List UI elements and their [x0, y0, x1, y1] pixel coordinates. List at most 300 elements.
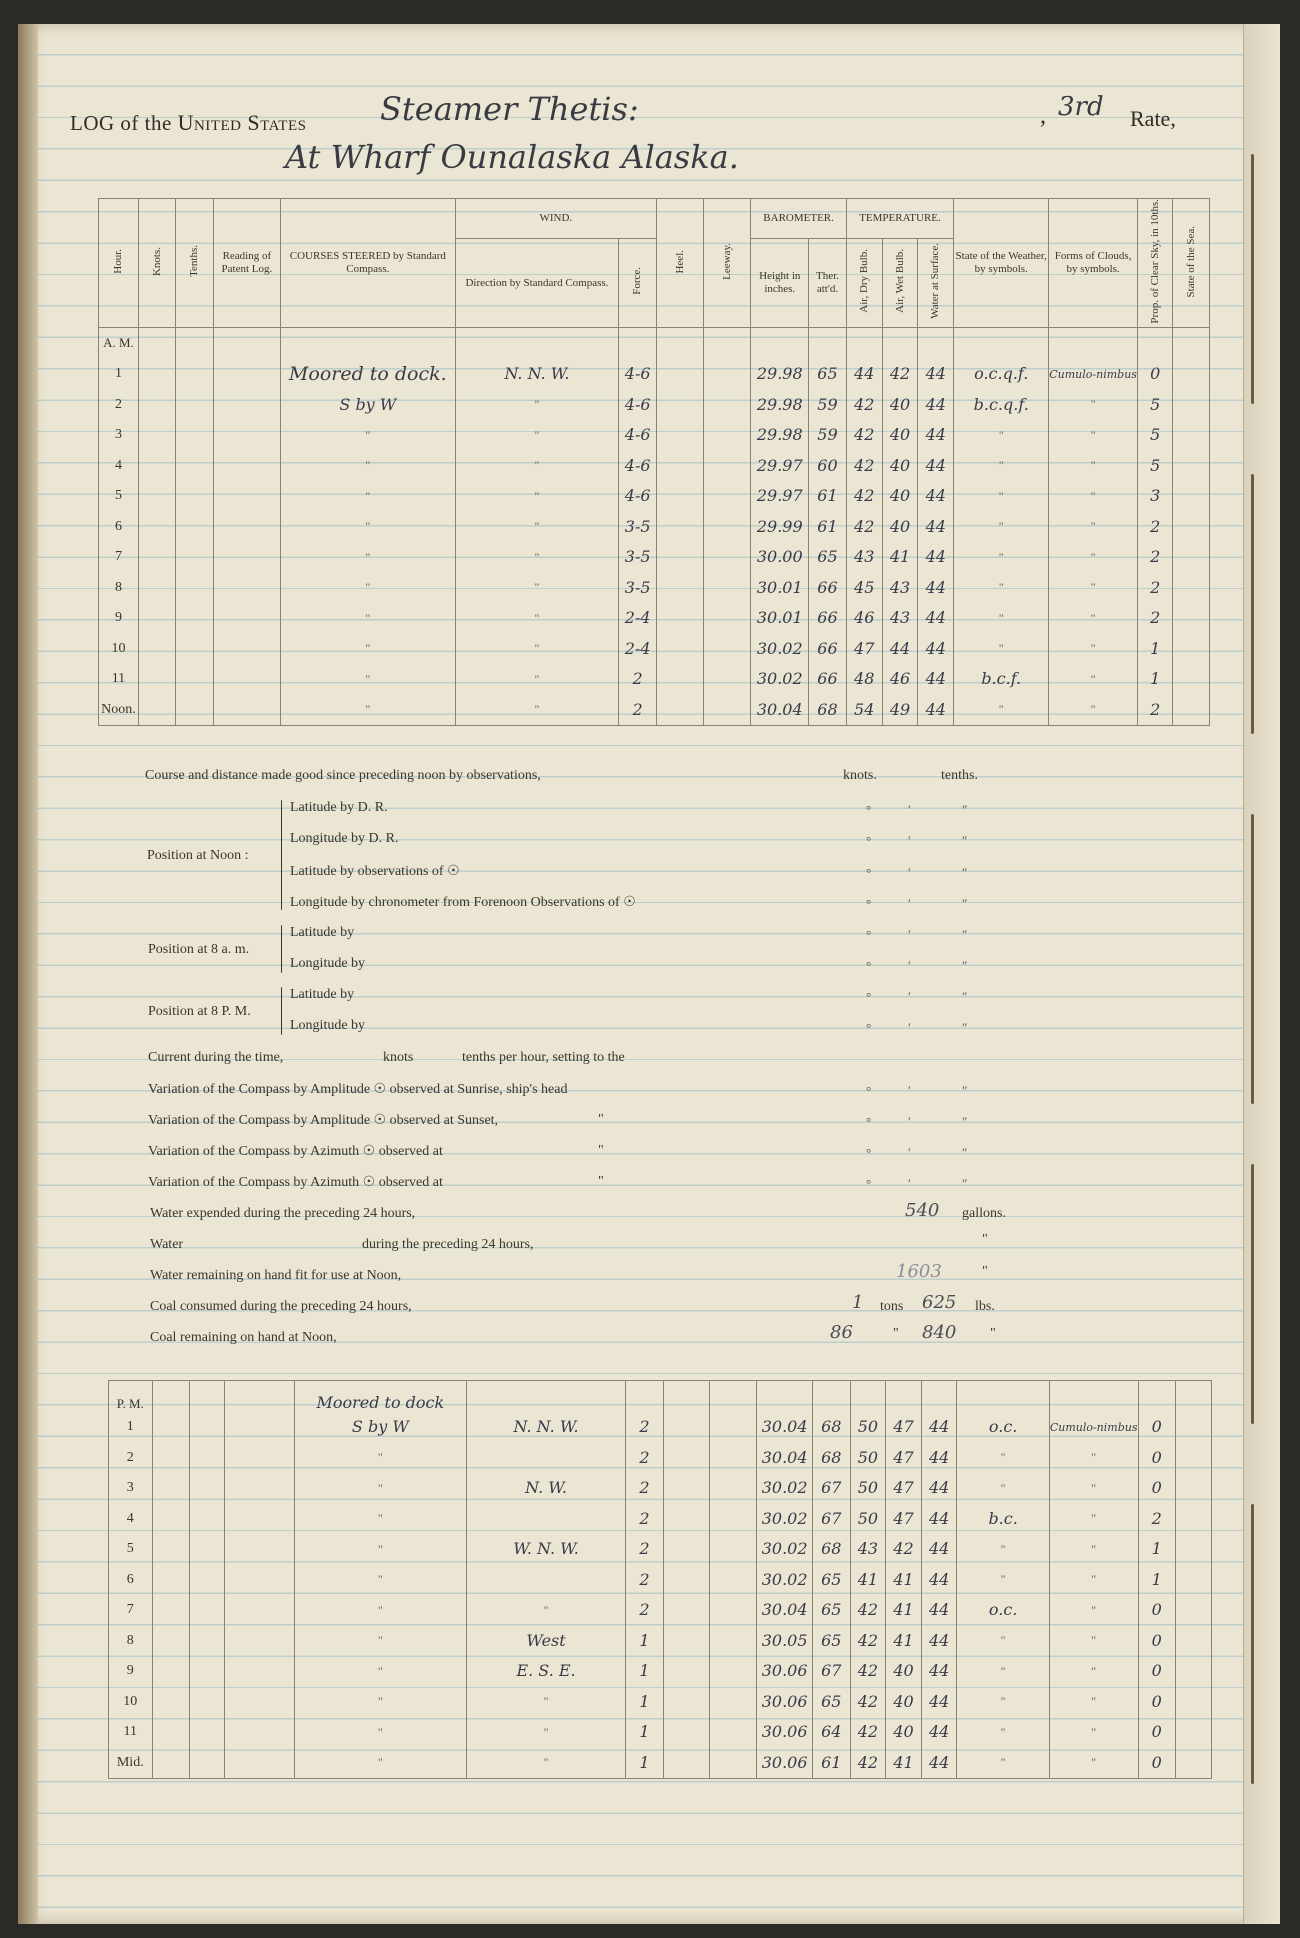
vessel-name: Steamer Thetis:: [380, 90, 639, 128]
am-wet-value: 40: [889, 486, 911, 506]
lon-8am-label: Longitude by: [290, 956, 366, 971]
var-azimuth-1-label: Variation of the Compass by Azimuth ☉ observed at: [148, 1144, 443, 1159]
am-row: [99, 511, 1210, 542]
col-courses: COURSES STEERED by Standard Compass.: [281, 199, 456, 328]
am-air-wet-cell: [882, 511, 918, 542]
water-blank-label-2: during the preceding 24 hours,: [362, 1237, 534, 1252]
am-weather-value: ": [998, 580, 1004, 595]
coal-consumed-tons: 1: [852, 1292, 864, 1313]
pm-clear-value: 1: [1151, 1569, 1162, 1589]
rate-number: 3rd: [1058, 92, 1104, 122]
pm-hour-cell: [109, 1595, 153, 1626]
position-min-mark: ′: [908, 927, 911, 942]
pm-row: [109, 1686, 1212, 1717]
am-clear-sky-cell: [1137, 359, 1172, 390]
pm-air-dry-cell: [850, 1686, 886, 1717]
pm-hour-value: 5: [126, 1541, 134, 1557]
position-sec-mark: ″: [962, 927, 968, 942]
am-ther-value: 66: [817, 638, 838, 658]
pm-tenths-cell: [189, 1442, 224, 1473]
am-sea-cell: [1173, 420, 1210, 451]
am-air-wet-cell: [882, 359, 918, 390]
am-wet-value: 44: [889, 638, 911, 658]
pm-ther-value: 65: [821, 1691, 842, 1711]
am-air-wet-cell: [882, 389, 918, 420]
pm-row: [109, 1503, 1212, 1534]
pm-baro-ther-cell: [813, 1747, 851, 1778]
am-wind_dir-value: ": [534, 549, 540, 564]
pm-wet-value: 41: [893, 1630, 914, 1650]
am-log-table: [98, 198, 1210, 726]
pm-baro-value: 30.02: [761, 1569, 808, 1589]
pm-clouds-value: ": [1091, 1511, 1097, 1526]
pm-leeway-cell: [710, 1412, 757, 1443]
am-wind_dir-value: ": [534, 702, 540, 717]
pm-hour-cell: [109, 1564, 153, 1595]
am-patent-log-cell: [213, 572, 280, 603]
am-baro-value: 29.99: [756, 516, 803, 536]
am-course-cell: [281, 359, 456, 390]
am-row: [99, 603, 1210, 634]
am-hour-value: 5: [114, 488, 122, 504]
am-hour-value: 11: [111, 671, 126, 687]
am-clear-sky-cell: [1137, 511, 1172, 542]
pm-water-surface-cell: [921, 1534, 957, 1565]
pm-patent-log-cell: [224, 1534, 294, 1565]
col-baro-height: Height in inches.: [751, 238, 809, 327]
pm-row: [109, 1534, 1212, 1565]
am-leeway-cell: [704, 694, 751, 725]
pm-ther-value: 68: [821, 1447, 842, 1467]
pm-heel-cell: [663, 1534, 710, 1565]
am-course-cell: [281, 420, 456, 451]
pm-knots-cell: [152, 1503, 189, 1534]
am-baro-value: 29.98: [756, 364, 803, 384]
am-heel-cell: [657, 542, 704, 573]
am-dry-value: 42: [854, 486, 875, 506]
pm-ther-value: 65: [821, 1630, 842, 1650]
am-dry-value: 54: [854, 699, 875, 719]
pm-water-value: 44: [928, 1722, 950, 1742]
pm-leeway-cell: [710, 1686, 757, 1717]
am-water-value: 44: [925, 364, 946, 384]
pm-leeway-cell: [710, 1503, 757, 1534]
col-wind-force: Force.: [619, 238, 657, 327]
am-ther-value: 68: [817, 699, 838, 719]
position-deg-mark: °: [866, 1083, 872, 1098]
am-tenths-cell: [176, 664, 213, 695]
pm-dry-value: 41: [857, 1569, 879, 1589]
am-heel-cell: [657, 664, 704, 695]
pm-wind-direction-cell: [466, 1534, 626, 1565]
am-patent-log-cell: [213, 694, 280, 725]
am-row: [99, 664, 1210, 695]
am-dry-value: 45: [854, 577, 875, 597]
am-water-value: 44: [925, 486, 946, 506]
am-patent-log-cell: [213, 633, 280, 664]
pm-wind-direction-cell: [466, 1564, 626, 1595]
pm-wet-value: 47: [893, 1478, 914, 1498]
pm-tenths-cell: [189, 1717, 224, 1748]
am-course-value: ": [365, 458, 371, 473]
am-weather-cell: [954, 633, 1049, 664]
position-deg-mark: °: [866, 896, 872, 911]
am-hour-value: Noon.: [101, 701, 136, 717]
pm-clouds-cell: [1049, 1473, 1138, 1504]
pm-wind-force-cell: [626, 1412, 663, 1443]
am-wind-direction-cell: [455, 572, 619, 603]
am-baro-height-cell: [751, 542, 809, 573]
am-sea-cell: [1173, 664, 1210, 695]
am-water-surface-cell: [918, 389, 954, 420]
am-clear-sky-cell: [1137, 664, 1172, 695]
am-force-value: 4-6: [624, 486, 651, 506]
pm-knots-cell: [152, 1747, 189, 1778]
am-course-value: ": [365, 427, 371, 442]
binding-stitch: [1251, 1504, 1254, 1784]
am-hour-value: 9: [114, 610, 122, 626]
am-wet-value: 40: [889, 455, 911, 475]
am-clear-value: 2: [1150, 699, 1161, 719]
pm-baro-ther-cell: [813, 1595, 851, 1626]
pm-course-cell: [294, 1656, 466, 1687]
am-course-cell: [281, 664, 456, 695]
pm-label: P. M.: [109, 1381, 153, 1412]
am-baro-ther-cell: [809, 481, 847, 512]
pm-heel-cell: [663, 1747, 710, 1778]
pm-baro-value: 30.06: [761, 1661, 808, 1681]
pm-force-value: 1: [639, 1661, 650, 1681]
am-dry-value: 42: [854, 455, 875, 475]
am-clear-value: 3: [1150, 486, 1161, 506]
pm-baro-height-cell: [757, 1534, 813, 1565]
am-ther-value: 61: [817, 486, 838, 506]
pm-tenths-cell: [189, 1564, 224, 1595]
pm-clear-sky-cell: [1138, 1534, 1175, 1565]
pm-baro-ther-cell: [813, 1503, 851, 1534]
pm-course-value: S by W: [351, 1417, 409, 1437]
position-deg-mark: °: [866, 1020, 872, 1035]
pm-clear-value: 0: [1151, 1478, 1162, 1498]
pm-air-dry-cell: [850, 1473, 886, 1504]
am-wind_dir-value: ": [534, 671, 540, 686]
am-patent-log-cell: [213, 450, 280, 481]
pm-course-cell: [294, 1442, 466, 1473]
pm-wind-direction-cell: [466, 1747, 626, 1778]
am-knots-cell: [138, 633, 175, 664]
am-label-row: [99, 328, 1210, 359]
am-tenths-cell: [176, 511, 213, 542]
pm-weather-value: ": [1000, 1663, 1006, 1678]
am-wind-force-cell: [619, 694, 657, 725]
pm-wind-force-cell: [626, 1442, 663, 1473]
pm-patent-log-cell: [224, 1473, 294, 1504]
am-wet-value: 42: [889, 364, 911, 384]
pm-hour-value: 7: [126, 1602, 134, 1618]
pm-ther-value: 64: [821, 1722, 842, 1742]
pm-knots-cell: [152, 1595, 189, 1626]
pm-row: [109, 1564, 1212, 1595]
am-clear-value: 2: [1150, 516, 1161, 536]
position-sec-mark: ″: [962, 958, 968, 973]
am-force-value: 2: [632, 699, 643, 719]
var-azimuth-1-ditto: ": [598, 1143, 604, 1158]
am-weather-cell: [954, 542, 1049, 573]
am-air-dry-cell: [846, 450, 882, 481]
pm-wind-force-cell: [626, 1747, 663, 1778]
pm-hour-cell: [109, 1503, 153, 1534]
tons-label: tons: [880, 1299, 904, 1314]
am-sea-cell: [1173, 389, 1210, 420]
am-wind_dir-value: ": [534, 427, 540, 442]
am-weather-value: o.c.q.f.: [974, 364, 1029, 384]
am-water-surface-cell: [918, 420, 954, 451]
pm-force-value: 2: [639, 1508, 650, 1528]
am-air-dry-cell: [846, 572, 882, 603]
facing-page-edge: [1243, 24, 1280, 1924]
position-8am-brace: [281, 925, 282, 973]
pm-tenths-cell: [189, 1473, 224, 1504]
binding-stitch: [1251, 1164, 1254, 1424]
am-air-dry-cell: [846, 389, 882, 420]
location: At Wharf Ounalaska Alaska.: [285, 138, 739, 176]
position-noon-brace: [281, 800, 282, 910]
binding-stitch: [1251, 154, 1254, 404]
pm-wind-direction-cell: [466, 1595, 626, 1626]
pm-weather-cell: [957, 1747, 1049, 1778]
am-course-value: S by W: [339, 394, 397, 414]
pm-course-cell: [294, 1595, 466, 1626]
am-hour-value: 6: [114, 518, 122, 534]
am-wet-value: 40: [889, 516, 911, 536]
pm-wind-force-cell: [626, 1534, 663, 1565]
am-wind_dir-value: ": [534, 397, 540, 412]
pm-weather-cell: [957, 1534, 1049, 1565]
pm-air-dry-cell: [850, 1503, 886, 1534]
am-wet-value: 43: [889, 608, 911, 628]
am-clear-sky-cell: [1137, 389, 1172, 420]
pm-water-surface-cell: [921, 1717, 957, 1748]
pm-clouds-cell: [1049, 1534, 1138, 1565]
am-clouds-value: ": [1090, 580, 1096, 595]
am-clouds-value: ": [1090, 397, 1096, 412]
pm-row: [109, 1747, 1212, 1778]
am-sea-cell: [1173, 603, 1210, 634]
am-water-value: 44: [925, 547, 946, 567]
am-knots-cell: [138, 481, 175, 512]
pm-leeway-cell: [710, 1717, 757, 1748]
pm-water-surface-cell: [921, 1412, 957, 1443]
am-wind-force-cell: [619, 542, 657, 573]
water-expended-label: Water expended during the preceding 24 hours,: [150, 1206, 416, 1221]
am-clear-value: 5: [1150, 455, 1161, 475]
am-baro-ther-cell: [809, 542, 847, 573]
am-knots-cell: [138, 450, 175, 481]
pm-water-value: 44: [928, 1569, 950, 1589]
pm-leeway-cell: [710, 1747, 757, 1778]
pm-tenths-cell: [189, 1534, 224, 1565]
pm-weather-cell: [957, 1595, 1049, 1626]
am-baro-value: 30.04: [756, 699, 803, 719]
am-row: [99, 542, 1210, 573]
pm-water-value: 44: [928, 1600, 950, 1620]
pm-clear-value: 0: [1151, 1447, 1162, 1467]
am-hour-value: 1: [114, 366, 122, 382]
am-ther-value: 59: [817, 394, 838, 414]
am-patent-log-cell: [213, 481, 280, 512]
am-tenths-cell: [176, 633, 213, 664]
water-remaining-label: Water remaining on hand fit for use at Noon,: [150, 1268, 402, 1283]
pm-wind-direction-cell: [466, 1473, 626, 1504]
pm-course-value: ": [377, 1724, 383, 1739]
position-min-mark: ′: [908, 1020, 911, 1035]
pm-clear-value: 1: [1151, 1539, 1162, 1559]
pm-air-wet-cell: [886, 1564, 922, 1595]
am-clouds-value: ": [1090, 427, 1096, 442]
am-hour-cell: [99, 542, 139, 573]
am-knots-cell: [138, 359, 175, 390]
log-title: LOG of the United States: [70, 110, 307, 135]
am-wind-direction-cell: [455, 664, 619, 695]
pm-air-wet-cell: [886, 1473, 922, 1504]
am-weather-value: ": [998, 488, 1004, 503]
pm-heel-cell: [663, 1625, 710, 1656]
position-min-mark: ′: [908, 1114, 911, 1129]
pm-course-header: Moored to dock: [316, 1392, 445, 1412]
pm-force-value: 2: [639, 1569, 650, 1589]
water-blank-label: Water: [150, 1237, 184, 1252]
am-ther-value: 60: [817, 455, 838, 475]
position-min-mark: ′: [908, 802, 911, 817]
pm-weather-value: ": [1000, 1633, 1006, 1648]
position-sec-mark: ″: [962, 1083, 968, 1098]
am-baro-value: 30.01: [756, 608, 803, 628]
pm-water-value: 44: [928, 1752, 950, 1772]
pm-patent-log-cell: [224, 1625, 294, 1656]
am-row: [99, 359, 1210, 390]
pm-dry-value: 42: [857, 1600, 879, 1620]
pm-patent-log-cell: [224, 1503, 294, 1534]
pm-hour-value: 3: [126, 1480, 134, 1496]
pm-baro-height-cell: [757, 1503, 813, 1534]
pm-clouds-cell: [1049, 1442, 1138, 1473]
col-hour: Hour.: [99, 199, 139, 328]
pm-wind_dir-value: ": [543, 1724, 549, 1739]
pm-wind-direction-cell: [466, 1412, 626, 1443]
am-hour-cell: [99, 389, 139, 420]
pm-weather-value: ": [1000, 1724, 1006, 1739]
am-heel-cell: [657, 389, 704, 420]
am-sea-cell: [1173, 450, 1210, 481]
gallons-label: gallons.: [962, 1206, 1006, 1221]
am-air-dry-cell: [846, 664, 882, 695]
pm-patent-log-cell: [224, 1442, 294, 1473]
lbs-label: lbs.: [975, 1299, 995, 1314]
pm-force-value: 1: [639, 1630, 650, 1650]
pm-baro-height-cell: [757, 1747, 813, 1778]
am-row: [99, 450, 1210, 481]
col-weather: State of the Weather, by symbols.: [954, 199, 1049, 328]
pm-wet-value: 47: [893, 1508, 914, 1528]
pm-heel-cell: [663, 1717, 710, 1748]
pm-air-wet-cell: [886, 1656, 922, 1687]
am-sea-cell: [1173, 572, 1210, 603]
pm-clear-value: 0: [1151, 1417, 1162, 1437]
am-baro-ther-cell: [809, 450, 847, 481]
am-water-value: 44: [925, 577, 946, 597]
pm-water-surface-cell: [921, 1564, 957, 1595]
pm-heel-cell: [663, 1595, 710, 1626]
am-clouds-cell: [1049, 511, 1138, 542]
water-remaining-ditto: ": [982, 1264, 988, 1279]
pm-course-cell: [294, 1747, 466, 1778]
pm-hour-value: 8: [126, 1632, 134, 1648]
pm-baro-value: 30.04: [761, 1417, 808, 1437]
pm-clear-sky-cell: [1138, 1686, 1175, 1717]
am-weather-value: ": [998, 641, 1004, 656]
am-clouds-cell: [1049, 542, 1138, 573]
am-tenths-cell: [176, 542, 213, 573]
pm-baro-height-cell: [757, 1656, 813, 1687]
pm-baro-ther-cell: [813, 1442, 851, 1473]
am-knots-cell: [138, 389, 175, 420]
pm-wet-value: 41: [893, 1569, 914, 1589]
pm-air-wet-cell: [886, 1503, 922, 1534]
am-clear-value: 2: [1150, 608, 1161, 628]
am-wind-direction-cell: [455, 481, 619, 512]
pm-wind_dir-value: N. N. W.: [513, 1417, 579, 1437]
pm-wind-force-cell: [626, 1686, 663, 1717]
pm-force-value: 2: [639, 1447, 650, 1467]
coal-remaining-ditto-2: ": [990, 1326, 996, 1341]
var-sunrise-label: Variation of the Compass by Amplitude ☉ observed at Sunrise, ship's head: [148, 1082, 568, 1097]
am-heel-cell: [657, 481, 704, 512]
am-baro-value: 30.02: [756, 669, 803, 689]
am-clouds-cell: [1049, 389, 1138, 420]
col-barometer: BAROMETER.: [751, 199, 846, 239]
pm-tenths-cell: [189, 1656, 224, 1687]
am-clear-value: 2: [1150, 547, 1161, 567]
pm-dry-value: 50: [857, 1417, 879, 1437]
pm-dry-value: 42: [857, 1691, 879, 1711]
col-baro-ther: Ther. att'd.: [809, 238, 847, 327]
position-deg-mark: °: [866, 802, 872, 817]
pm-patent-log-cell: [224, 1747, 294, 1778]
am-wind-force-cell: [619, 572, 657, 603]
am-clear-value: 5: [1150, 425, 1161, 445]
pm-clear-sky-cell: [1138, 1656, 1175, 1687]
pm-row: [109, 1625, 1212, 1656]
am-weather-value: ": [998, 458, 1004, 473]
position-sec-mark: ″: [962, 989, 968, 1004]
pm-force-value: 1: [639, 1752, 650, 1772]
am-hour-cell: [99, 420, 139, 451]
knots-label: knots.: [843, 768, 877, 783]
pm-course-value: ": [377, 1450, 383, 1465]
am-ther-value: 66: [817, 669, 838, 689]
am-wet-value: 40: [889, 425, 911, 445]
am-leeway-cell: [704, 542, 751, 573]
pm-baro-ther-cell: [813, 1473, 851, 1504]
am-clouds-value: ": [1090, 610, 1096, 625]
col-wind-direction: Direction by Standard Compass.: [455, 238, 619, 327]
rate-label: Rate,: [1130, 106, 1176, 131]
am-ther-value: 66: [817, 577, 838, 597]
am-hour-cell: [99, 572, 139, 603]
am-row: [99, 633, 1210, 664]
current-label-c: tenths per hour, setting to the: [462, 1050, 625, 1065]
am-row: [99, 694, 1210, 725]
